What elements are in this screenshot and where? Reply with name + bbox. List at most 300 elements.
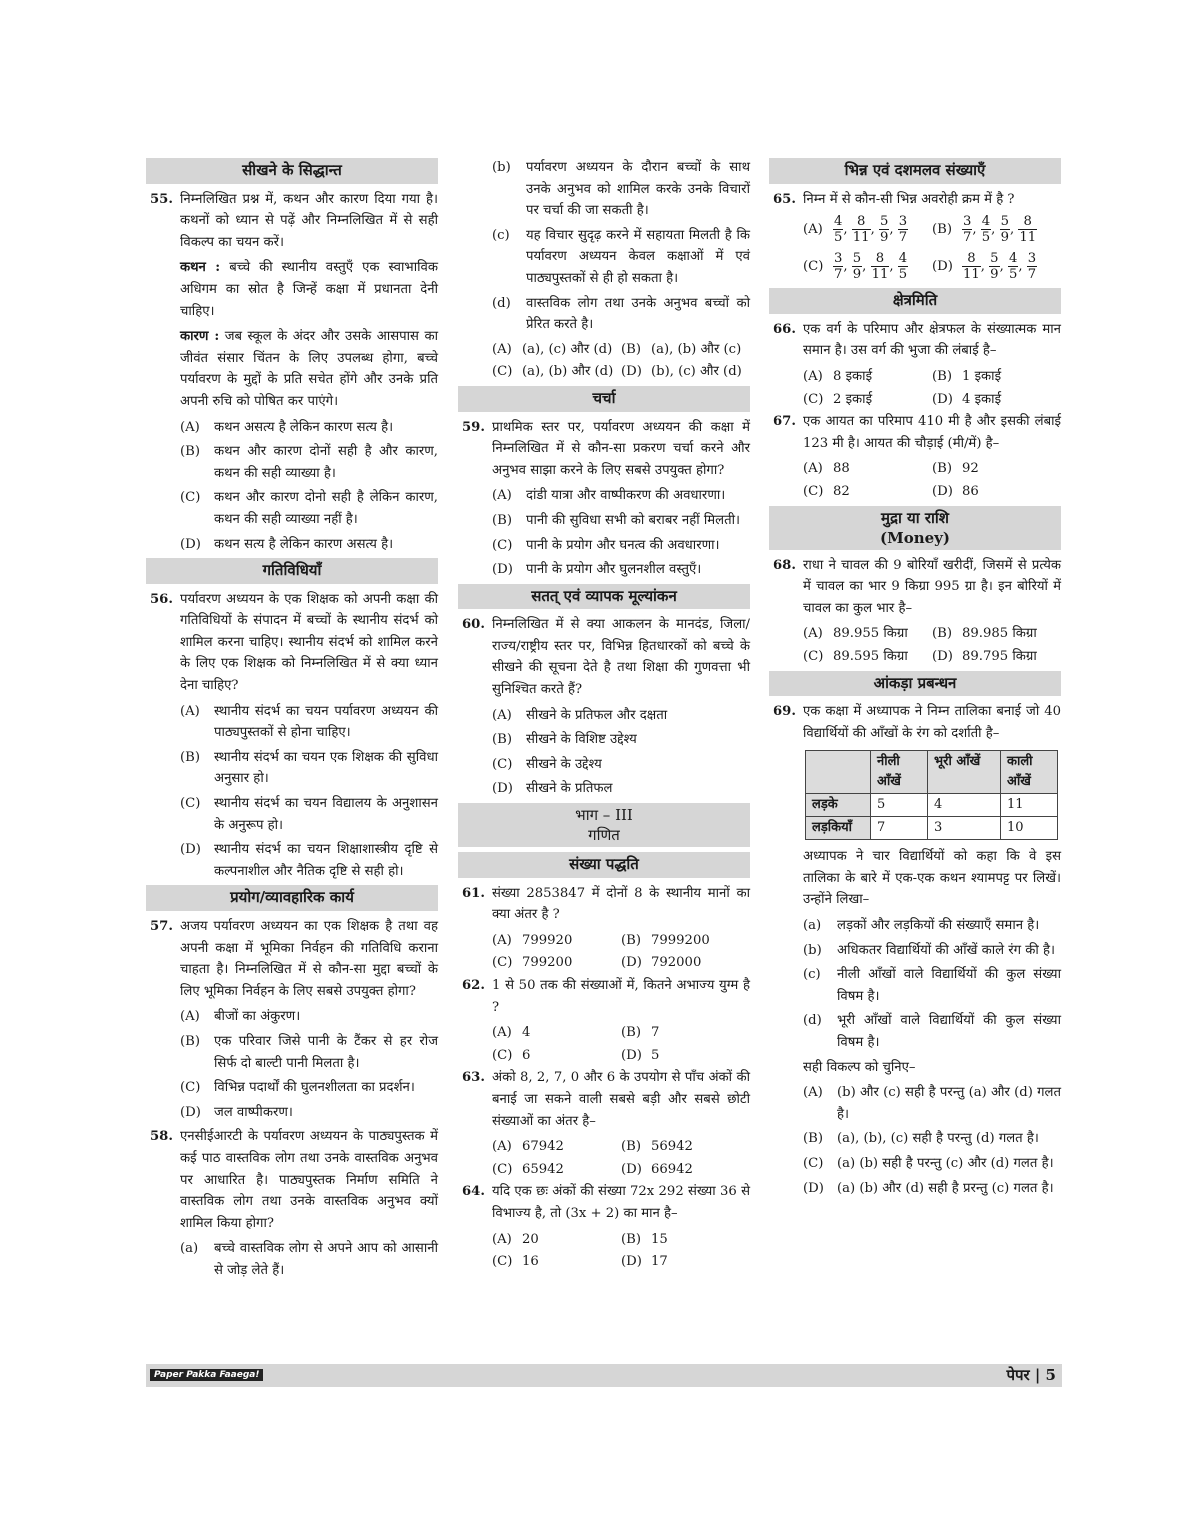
option-label: (A) bbox=[180, 703, 200, 719]
fraction: $\frac{8}{11}$ bbox=[852, 214, 870, 246]
option-text: 82 bbox=[833, 483, 850, 499]
option-text: 20 bbox=[522, 1231, 539, 1247]
option-label: (C) bbox=[492, 955, 513, 971]
option bbox=[621, 361, 750, 383]
option-text: 7 bbox=[651, 1025, 660, 1041]
question-67 bbox=[769, 411, 1061, 454]
option bbox=[180, 793, 438, 836]
section-heading: चर्चा bbox=[458, 386, 750, 412]
option-label: (A) bbox=[492, 1139, 512, 1155]
option-label: (A) bbox=[180, 1009, 200, 1025]
fraction-list: $\frac{3}{7}$ , $\frac{5}{9}$ , $\frac{8}{11}$ , $\frac{4}{5}$ bbox=[834, 251, 908, 283]
statement bbox=[803, 940, 1061, 962]
reason bbox=[180, 326, 438, 412]
option bbox=[803, 481, 932, 503]
eye-color-table bbox=[805, 750, 1058, 840]
option bbox=[492, 1251, 621, 1273]
option-label: (B) bbox=[932, 368, 952, 384]
option bbox=[621, 1159, 750, 1181]
option-text: 92 bbox=[962, 461, 979, 477]
option bbox=[803, 1128, 1061, 1150]
option bbox=[180, 441, 438, 484]
statement-text: भूरी आँखों वाले विद्यार्थियों की कुल संख्या विषम है। bbox=[837, 1013, 1061, 1051]
option-label: (A) bbox=[803, 221, 823, 237]
option bbox=[492, 535, 750, 557]
option-label: (B) bbox=[180, 749, 200, 765]
statements-list bbox=[803, 915, 1061, 1054]
answer-row bbox=[803, 481, 1061, 503]
assertion bbox=[180, 257, 438, 322]
option-text: 8 इकाई bbox=[833, 368, 873, 384]
option bbox=[803, 366, 932, 388]
option-text: 67942 bbox=[522, 1139, 564, 1155]
option-label: (C) bbox=[492, 1254, 513, 1270]
question-number: 67. bbox=[773, 414, 796, 430]
question-60 bbox=[458, 614, 750, 700]
table-header-cell: भूरी आँखें bbox=[928, 751, 1001, 794]
option bbox=[803, 214, 932, 245]
answer-row bbox=[492, 930, 750, 952]
option bbox=[932, 481, 1061, 503]
question-number: 58. bbox=[150, 1129, 173, 1145]
question-number: 59. bbox=[462, 419, 485, 435]
question-number: 56. bbox=[150, 591, 173, 607]
fraction: $\frac{5}{9}$ bbox=[990, 251, 999, 283]
option-text: एक परिवार जिसे पानी के टैंकर से हर रोज सिर्फ दो बाल्टी पानी मिलता है। bbox=[214, 1033, 438, 1071]
option-label: (D) bbox=[180, 1104, 201, 1120]
section-title: मुद्रा या राशि bbox=[881, 508, 949, 527]
option bbox=[492, 754, 750, 776]
option-text: स्थानीय संदर्भ का चयन पर्यावरण अध्ययन की पाठ्यपुस्तकों से होना चाहिए। bbox=[214, 703, 438, 741]
reason-text: जब स्कूल के अंदर और उसके आसपास का जीवंत संसार चिंतन के लिए उपलब्ध होगा, बच्चे पर्यावरण के मुद्दों के प्रति सचेत होंगे और उनके प्रति अपनी रुचि को पोषित कर पाएंगे। bbox=[180, 329, 438, 409]
option-text: 4 इकाई bbox=[962, 391, 1002, 407]
option-label: (C) bbox=[803, 648, 824, 664]
option-text: कथन और कारण दोनों सही है और कारण, कथन की सही व्याख्या है। bbox=[214, 444, 438, 481]
option-text: पानी के प्रयोग और घनत्व की अवधारणा। bbox=[526, 537, 720, 553]
fraction: $\frac{3}{7}$ bbox=[1027, 251, 1037, 283]
option bbox=[492, 1022, 621, 1044]
option bbox=[932, 646, 1061, 668]
option-text: स्थानीय संदर्भ का चयन शिक्षाशास्त्रीय दृष्टि से कल्पनाशील और नैतिक दृष्टि से सही हो। bbox=[214, 842, 438, 879]
question-66 bbox=[769, 319, 1061, 362]
option-text: 7999200 bbox=[651, 932, 710, 948]
option-label: (C) bbox=[180, 796, 201, 812]
option bbox=[932, 458, 1061, 480]
question-59 bbox=[458, 417, 750, 482]
option bbox=[932, 366, 1061, 388]
question-64 bbox=[458, 1181, 750, 1224]
question-text: 1 से 50 तक की संख्याओं में, कितने अभाज्य युग्म है ? bbox=[492, 978, 750, 1015]
fraction: $\frac{3}{7}$ bbox=[963, 214, 972, 246]
section-subtitle: (Money) bbox=[880, 528, 950, 547]
option-label: (A) bbox=[803, 1085, 823, 1101]
option-text: 66942 bbox=[651, 1161, 693, 1177]
answer-grid bbox=[803, 366, 1061, 410]
fraction: $\frac{8}{11}$ bbox=[963, 251, 980, 283]
question-number: 60. bbox=[462, 617, 485, 633]
option-label: (C) bbox=[803, 258, 824, 274]
option-label: (A) bbox=[492, 341, 512, 357]
option-text: (a) (b) और (d) सही है प्ररन्तु (c) गलत है। bbox=[837, 1180, 1054, 1196]
options-list bbox=[492, 705, 750, 800]
option bbox=[492, 778, 750, 800]
question-number: 57. bbox=[150, 919, 173, 934]
option bbox=[180, 1006, 438, 1028]
options-list bbox=[492, 485, 750, 580]
option-label: (C) bbox=[180, 490, 201, 506]
question-57 bbox=[146, 916, 438, 1002]
option bbox=[492, 339, 621, 361]
assertion-text: बच्चे की स्थानीय वस्तुएँ एक स्वाभाविक अधिगम का स्रोत है जिन्हें कक्षा में प्रधानता देनी चाहिए। bbox=[180, 260, 438, 319]
option bbox=[180, 1077, 438, 1099]
fraction: $\frac{4}{5}$ bbox=[1008, 251, 1018, 283]
option-label: (B) bbox=[932, 461, 952, 477]
answer-row bbox=[492, 1159, 750, 1181]
option-text: कथन असत्य है लेकिन कारण सत्य है। bbox=[214, 419, 394, 435]
option bbox=[492, 225, 750, 290]
statement-label: (b) bbox=[803, 942, 822, 958]
option-label: (C) bbox=[803, 1156, 824, 1171]
option-label: (D) bbox=[180, 536, 201, 552]
page-number: पेपर | 5 bbox=[1006, 1366, 1056, 1384]
option-text: सीखने के प्रतिफल bbox=[526, 781, 613, 797]
section-heading: सतत् एवं व्यापक मूल्यांकन bbox=[458, 584, 750, 610]
option-text: 17 bbox=[651, 1254, 668, 1270]
question-number: 62. bbox=[462, 978, 485, 993]
question-number: 65. bbox=[773, 191, 796, 207]
fraction: $\frac{8}{11}$ bbox=[1019, 214, 1037, 246]
option-text: (b) और (c) सही है परन्तु (a) और (d) गलत है। bbox=[837, 1085, 1061, 1122]
option-text: पानी की सुविधा सभी को बराबर नहीं मिलती। bbox=[526, 512, 741, 528]
option-text: 89.795 किग्रा bbox=[962, 648, 1037, 664]
question-instruction: अध्यापक ने चार विद्यार्थियों को कहा कि वे इस तालिका के बारे में एक-एक कथन श्यामपट्ट पर लिखें। उन्होंने लिखा– bbox=[803, 849, 1061, 908]
option-text: स्थानीय संदर्भ का चयन एक शिक्षक की सुविधा अनुसार हो। bbox=[214, 749, 438, 787]
option-label: (D) bbox=[180, 842, 201, 858]
section-heading: आंकड़ा प्रबन्धन bbox=[769, 671, 1061, 697]
table-row bbox=[806, 794, 1058, 817]
options-list bbox=[180, 1238, 438, 1281]
option-label: (C) bbox=[492, 756, 513, 772]
option-label: (D) bbox=[932, 258, 953, 274]
option bbox=[180, 1102, 438, 1124]
question-56 bbox=[146, 589, 438, 697]
option bbox=[492, 361, 621, 383]
option-text: 2 इकाई bbox=[833, 391, 873, 407]
option-label: (A) bbox=[180, 419, 200, 435]
question-65 bbox=[769, 189, 1061, 211]
option bbox=[932, 251, 1061, 282]
question-58 bbox=[146, 1126, 438, 1234]
section-heading: सीखने के सिद्धान्त bbox=[146, 158, 438, 184]
option-label: (B) bbox=[180, 444, 200, 460]
fraction: $\frac{3}{7}$ bbox=[834, 251, 843, 283]
option bbox=[492, 559, 750, 581]
fraction: $\frac{5}{9}$ bbox=[852, 251, 862, 283]
option bbox=[492, 705, 750, 727]
option bbox=[803, 458, 932, 480]
option bbox=[492, 1229, 621, 1251]
option-label: (D) bbox=[492, 562, 513, 578]
choose-option-prompt: सही विकल्प को चुनिए– bbox=[803, 1059, 916, 1075]
option bbox=[803, 1082, 1061, 1125]
option bbox=[621, 1229, 750, 1251]
option-text: सीखने के प्रतिफल और दक्षता bbox=[526, 707, 668, 723]
options-list bbox=[803, 1082, 1061, 1199]
option-text: 799200 bbox=[522, 955, 573, 971]
option-text: 89.955 किग्रा bbox=[833, 626, 908, 642]
fraction-options-row bbox=[803, 214, 1061, 245]
section-heading: गतिविधियाँ bbox=[146, 558, 438, 584]
table-header-cell bbox=[806, 751, 871, 794]
option-text: बीजों का अंकुरण। bbox=[214, 1009, 301, 1025]
fraction-list: $\frac{8}{11}$ , $\frac{5}{9}$ , $\frac{4}{5}$ , $\frac{3}{7}$ bbox=[963, 251, 1037, 283]
column-1 bbox=[146, 155, 438, 1285]
option bbox=[492, 1159, 621, 1181]
section-heading: संख्या पद्धति bbox=[458, 852, 750, 878]
option-text: 6 bbox=[522, 1047, 531, 1063]
option-label: (A) bbox=[803, 461, 823, 477]
section-heading: भिन्न एवं दशमलव संख्याएँ bbox=[769, 158, 1061, 184]
answer-row bbox=[492, 1229, 750, 1251]
option-text: 15 bbox=[651, 1231, 668, 1247]
column-3 bbox=[769, 155, 1061, 1202]
option-label: (B) bbox=[932, 221, 952, 237]
reason-label: कारण : bbox=[180, 329, 220, 345]
question-text: एक आयत का परिमाप 410 मी है और इसकी लंबाई 123 मी है। आयत की चौड़ाई (मी/में) है– bbox=[803, 414, 1061, 451]
fraction: $\frac{3}{7}$ bbox=[898, 214, 908, 246]
option-label: (C) bbox=[492, 537, 513, 553]
fraction: $\frac{4}{5}$ bbox=[981, 214, 991, 246]
option-text: (a), (b), (c) सही है परन्तु (d) गलत है। bbox=[837, 1131, 1039, 1147]
option bbox=[180, 747, 438, 790]
option bbox=[803, 623, 932, 645]
question-text: पर्यावरण अध्ययन के एक शिक्षक को अपनी कक्षा की गतिविधियों के संपादन में बच्चों के स्थानीय संदर्भ को शामिल करना चाहिए। स्थानीय संदर्भ को शामिल करने के लिए एक शिक्षक को निम्नलिखित में से क्या ध्यान देना चाहिए? bbox=[180, 591, 438, 694]
fraction-list: $\frac{4}{5}$ , $\frac{8}{11}$ , $\frac{5}{9}$ , $\frac{3}{7}$ bbox=[834, 214, 908, 246]
option-label: (A) bbox=[803, 626, 823, 642]
answer-row bbox=[492, 339, 750, 361]
option-text: सीखने के विशिष्ट उद्देश्य bbox=[526, 732, 637, 748]
answer-grid bbox=[492, 1136, 750, 1180]
option-text: 1 इकाई bbox=[962, 368, 1002, 384]
option bbox=[621, 1251, 750, 1273]
option-label: (D) bbox=[492, 781, 513, 797]
option-text: 88 bbox=[833, 461, 850, 477]
answer-row bbox=[492, 1045, 750, 1067]
options-list bbox=[180, 417, 438, 556]
question-text: एक वर्ग के परिमाप और क्षेत्रफल के संख्यात्मक मान समान है। उस वर्ग की भुजा की लंबाई है– bbox=[803, 321, 1061, 359]
question-68 bbox=[769, 555, 1061, 620]
option bbox=[803, 389, 932, 411]
option bbox=[492, 157, 750, 222]
section-heading: प्रयोग/व्यावहारिक कार्य bbox=[146, 885, 438, 911]
answer-grid bbox=[492, 930, 750, 974]
option-text: विभिन्न पदार्थों की घुलनशीलता का प्रदर्शन। bbox=[214, 1080, 415, 1096]
option-text: वास्तविक लोग तथा उनके अनुभव बच्चों को प्रेरित करते है। bbox=[526, 295, 750, 333]
option bbox=[180, 1031, 438, 1074]
statement-label: (a) bbox=[803, 918, 822, 934]
statement-text: लड़कों और लड़कियों की संख्याएँ समान है। bbox=[837, 918, 1040, 934]
option-text: (a), (b) और (d) bbox=[522, 364, 614, 380]
option-text: दांडी यात्रा और वाष्पीकरण की अवधारणा। bbox=[526, 488, 726, 504]
option-text: (a), (c) और (d) bbox=[522, 341, 613, 357]
statement-label: (d) bbox=[803, 1013, 822, 1029]
option-text: 65942 bbox=[522, 1161, 564, 1177]
option-label: (B) bbox=[932, 626, 952, 642]
option bbox=[621, 930, 750, 952]
option-text: यह विचार सुदृढ़ करने में सहायता मिलती है कि पर्यावरण अध्ययन केवल कक्षाओं में एवं पाठ्यपुस्तकों से ही हो सकता है। bbox=[526, 227, 750, 286]
fraction: $\frac{5}{9}$ bbox=[879, 214, 889, 246]
statement bbox=[803, 964, 1061, 1007]
option-label: (B) bbox=[621, 932, 641, 948]
answer-row bbox=[803, 389, 1061, 411]
option bbox=[492, 930, 621, 952]
table-header-cell: काली आँखें bbox=[1001, 751, 1058, 794]
table-row bbox=[806, 817, 1058, 840]
question-text: अंको 8, 2, 7, 0 और 6 के उपयोग से पाँच अंकों की बनाई जा सकने वाली सबसे बड़ी और सबसे छोटी संख्याओं का अंतर है– bbox=[492, 1070, 750, 1129]
option-label: (B) bbox=[621, 1025, 641, 1041]
fraction: $\frac{5}{9}$ bbox=[1000, 214, 1009, 246]
option-label: (d) bbox=[492, 295, 511, 311]
option-text: स्थानीय संदर्भ का चयन विद्यालय के अनुशासन के अनुरूप हो। bbox=[214, 796, 438, 833]
answer-row bbox=[492, 1136, 750, 1158]
part-heading bbox=[458, 803, 750, 847]
table-cell: 7 bbox=[871, 817, 928, 840]
option bbox=[621, 1136, 750, 1158]
table-header-cell: नीली आँखें bbox=[871, 751, 928, 794]
option bbox=[932, 214, 1061, 245]
answer-grid bbox=[803, 623, 1061, 667]
question-number: 66. bbox=[773, 321, 796, 337]
answer-row bbox=[492, 952, 750, 974]
question-text: यदि एक छः अंकों की संख्या 72x 292 संख्या 36 से विभाज्य है, तो (3x + 2) का मान है– bbox=[492, 1184, 750, 1221]
answer-row bbox=[803, 623, 1061, 645]
option bbox=[621, 952, 750, 974]
option-text: जल वाष्पीकरण। bbox=[214, 1104, 293, 1120]
answer-row bbox=[492, 1022, 750, 1044]
option bbox=[492, 729, 750, 751]
option bbox=[180, 534, 438, 556]
option-label: (B) bbox=[492, 512, 512, 528]
question-text: अजय पर्यावरण अध्ययन का एक शिक्षक है तथा वह अपनी कक्षा में भूमिका निर्वहन की गतिविधि कराना चाहता है। निम्नलिखित में से कौन-सा मुद्दा बच्चों के लिए भूमिका निर्वहन के लिए सबसे उपयुक्त होगा? bbox=[180, 919, 438, 999]
answer-row bbox=[803, 366, 1061, 388]
option-label: (A) bbox=[803, 368, 823, 384]
option bbox=[492, 1045, 621, 1067]
option-label: (D) bbox=[932, 483, 953, 499]
question-text: प्राथमिक स्तर पर, पर्यावरण अध्ययन की कक्षा में निम्नलिखित में से कौन-सा प्रकरण चर्चा करने और अनुभव साझा करने के लिए सबसे उपयुक्त होगा? bbox=[492, 419, 750, 478]
statement-text: अधिकतर विद्यार्थियों की आँखें काले रंग की है। bbox=[837, 942, 1056, 958]
question-55 bbox=[146, 189, 438, 254]
answer-row bbox=[803, 458, 1061, 480]
option-label: (D) bbox=[932, 391, 953, 407]
option bbox=[492, 952, 621, 974]
option-text: 89.985 किग्रा bbox=[962, 626, 1037, 642]
option-label: (B) bbox=[621, 341, 641, 357]
question-63 bbox=[458, 1067, 750, 1132]
option-label: (A) bbox=[492, 932, 512, 948]
option-text: 86 bbox=[962, 483, 979, 499]
option-label: (A) bbox=[492, 1025, 512, 1041]
question-text: निम्न में से कौन-सी भिन्न अवरोही क्रम में है ? bbox=[803, 191, 1015, 207]
option bbox=[492, 510, 750, 532]
option bbox=[180, 417, 438, 439]
answer-row bbox=[492, 361, 750, 383]
option-text: 4 bbox=[522, 1025, 531, 1041]
statement bbox=[803, 915, 1061, 937]
option-text: 5 bbox=[651, 1047, 660, 1063]
answer-grid bbox=[492, 1229, 750, 1273]
fraction: $\frac{8}{11}$ bbox=[871, 251, 889, 283]
statement bbox=[803, 1010, 1061, 1053]
option-text: कथन और कारण दोनो सही है लेकिन कारण, कथन की सही व्याख्या नहीं है। bbox=[214, 490, 438, 527]
option bbox=[803, 1178, 1061, 1200]
table-header-row bbox=[806, 751, 1058, 794]
question-text: निम्नलिखित प्रश्न में, कथन और कारण दिया गया है। कथनों को ध्यान से पढ़ें और निम्नलिखित में से सही विकल्प का चयन करें। bbox=[180, 191, 438, 250]
option-text: 56942 bbox=[651, 1139, 693, 1155]
question-69 bbox=[769, 701, 1061, 744]
option-label: (B) bbox=[180, 1033, 200, 1049]
part-number: भाग – III bbox=[575, 806, 633, 825]
option-label: (C) bbox=[492, 1047, 513, 1063]
option bbox=[180, 487, 438, 530]
question-61 bbox=[458, 883, 750, 926]
option bbox=[803, 251, 932, 282]
option bbox=[180, 701, 438, 744]
option-label: (D) bbox=[621, 1161, 642, 1177]
option-text: (a) (b) सही है परन्तु (c) और (d) गलत है। bbox=[837, 1156, 1054, 1171]
options-list bbox=[180, 701, 438, 883]
answer-grid bbox=[492, 1022, 750, 1066]
part-subject: गणित bbox=[588, 826, 620, 845]
option bbox=[621, 1022, 750, 1044]
question-number: 69. bbox=[773, 704, 796, 720]
option bbox=[932, 623, 1061, 645]
option-label: (A) bbox=[492, 707, 512, 723]
question-text: एनसीईआरटी के पर्यावरण अध्ययन के पाठ्यपुस्तक में कई पाठ वास्तविक लोग तथा उनके वास्तविक अनुभव पर आधारित है। पाठ्यपुस्तक निर्माण समिति ने वास्तविक लोग तथा उनके वास्तविक अनुभव क्यों शामिल किया होगा? bbox=[180, 1129, 438, 1231]
option-label: (b) bbox=[492, 160, 511, 175]
option-label: (c) bbox=[492, 227, 510, 243]
brand-logo: Paper Pakka Faaega! bbox=[150, 1369, 263, 1381]
question-text: निम्नलिखित में से क्या आकलन के मानदंड, जिला/राज्य/राष्ट्रीय स्तर पर, विभिन्न हितधारकों को बच्चे के सीखने की सूचना देते है तथा शिक्षा की गुणवत्ता भी सुनिश्चित करते हैं? bbox=[492, 617, 750, 698]
table-cell: 3 bbox=[928, 817, 1001, 840]
option-text: बच्चे वास्तविक लोग से अपने आप को आसानी से जोड़ लेते हैं। bbox=[214, 1241, 438, 1278]
option-label: (A) bbox=[492, 1231, 512, 1247]
fraction: $\frac{4}{5}$ bbox=[834, 214, 843, 246]
option-label: (C) bbox=[803, 483, 824, 499]
option-text: (a), (b) और (c) bbox=[651, 341, 742, 357]
statement-text: नीली आँखों वाले विद्यार्थियों की कुल संख्या विषम है। bbox=[837, 967, 1061, 1004]
option bbox=[803, 1153, 1061, 1175]
table-cell: 11 bbox=[1001, 794, 1058, 817]
question-number: 64. bbox=[462, 1184, 485, 1200]
option-label: (B) bbox=[492, 732, 512, 748]
assertion-label: कथन : bbox=[180, 260, 221, 276]
option-label: (C) bbox=[180, 1080, 201, 1096]
option-label: (C) bbox=[492, 1161, 513, 1177]
answer-grid bbox=[492, 339, 750, 383]
option bbox=[492, 1136, 621, 1158]
table-cell: 5 bbox=[871, 794, 928, 817]
statement-label: (c) bbox=[803, 967, 821, 983]
column-2 bbox=[458, 155, 750, 1274]
option-text: 792000 bbox=[651, 955, 702, 971]
option-label: (C) bbox=[803, 391, 824, 407]
option-label: (C) bbox=[492, 364, 513, 380]
option-text: कथन सत्य है लेकिन कारण असत्य है। bbox=[214, 536, 394, 552]
option-label: (B) bbox=[621, 1139, 641, 1155]
option-text: सीखने के उद्देश्य bbox=[526, 756, 602, 772]
option bbox=[621, 339, 750, 361]
question-text: राधा ने चावल की 9 बोरियाँ खरीदीं, जिसमें से प्रत्येक में चावल का भार 9 किग्रा 995 ग्रा है। इन बोरियों में चावल का कुल भार है– bbox=[803, 557, 1061, 616]
